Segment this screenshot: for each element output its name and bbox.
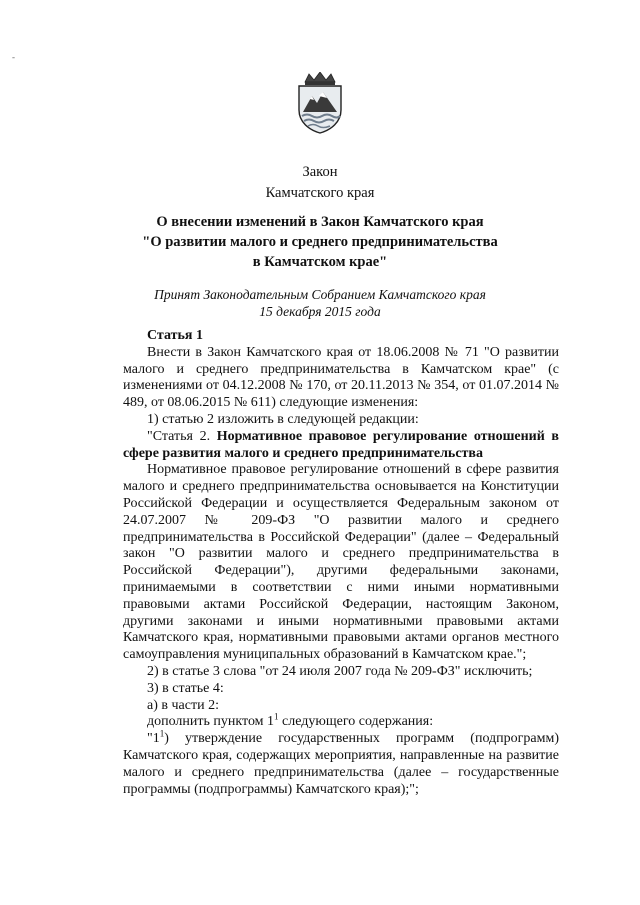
new-article-prefix: "Статья 2. bbox=[147, 428, 217, 444]
law-region: Камчатского края bbox=[265, 185, 375, 201]
document-body bbox=[123, 328, 559, 798]
adopted-date: 15 декабря 2015 года bbox=[259, 304, 381, 319]
point-superscript: 1 bbox=[159, 728, 165, 739]
item-1: 1) статью 2 изложить в следующей редакции: bbox=[147, 411, 419, 427]
new-article-heading bbox=[123, 429, 559, 463]
point-prefix: "1 bbox=[147, 731, 160, 747]
law-subject-block bbox=[0, 212, 640, 272]
point-body: ) утверждение государственных программ (подпрограмм) Камчатского края, содержащих мероприятия, направленные на развитие малого и среднего предпринимательства (далее – государственные программы (подпрограммы) Камчатского края);"; bbox=[123, 731, 559, 797]
item-3a: а) в части 2: bbox=[147, 697, 219, 713]
new-article-title: Нормативное правовое регулирование отношений в сфере развития малого и среднего предпринимательства bbox=[123, 428, 559, 461]
law-title-block bbox=[0, 162, 640, 204]
article-intro: Внести в Закон Камчатского края от 18.06.2008 № 71 "О развитии малого и среднего предпринимательства в Камчатском крае" (с изменениями от 04.12.2008 № 170, от 20.11.2013 № 354, от 01.07.2014 № 489, от 08.06.2015 № 611) следующие изменения: bbox=[123, 344, 559, 411]
subject-line-2: "О развитии малого и среднего предпринимательства bbox=[142, 234, 498, 250]
margin-mark: - bbox=[12, 52, 15, 62]
adopted-by: Принят Законодательным Собранием Камчатского края bbox=[154, 287, 486, 302]
adoption-note bbox=[0, 286, 640, 320]
article-heading: Статья 1 bbox=[147, 328, 203, 343]
item-2: 2) в статье 3 слова "от 24 июля 2007 года № 209-ФЗ" исключить; bbox=[147, 663, 533, 679]
new-article-body: Нормативное правовое регулирование отношений в сфере развития малого и среднего предпринимательства основывается на Конституции Российской Федерации и осуществляется Федеральным законом от 24.07.2007 № 209-ФЗ "О развитии малого и среднего предпринимательства в Российской Федерации" (далее – Федеральный закон "О развитии малого и среднего предпринимательства в Российской Федерации"), другими федеральными законами, принимаемыми в соответствии с ними иными нормативными правовыми актами Российской Федерации, настоящим Законом, другими законами и иными нормативными правовыми актами Камчатского края, нормативными правовыми актами органов местного самоуправления муниципальных образований в Камчатском крае."; bbox=[123, 462, 559, 663]
new-point-text bbox=[123, 728, 559, 798]
supplement-prefix: дополнить пунктом 1 bbox=[147, 714, 275, 730]
kamchatka-coat-of-arms-icon bbox=[295, 72, 345, 134]
supplement-line bbox=[123, 711, 559, 731]
law-title: Закон bbox=[302, 164, 338, 180]
supplement-suffix: следующего содержания: bbox=[278, 714, 434, 730]
supplement-superscript: 1 bbox=[274, 711, 279, 722]
subject-line-1: О внесении изменений в Закон Камчатского края bbox=[156, 214, 484, 230]
item-3: 3) в статье 4: bbox=[147, 680, 224, 696]
subject-line-3: в Камчатском крае" bbox=[252, 254, 388, 270]
